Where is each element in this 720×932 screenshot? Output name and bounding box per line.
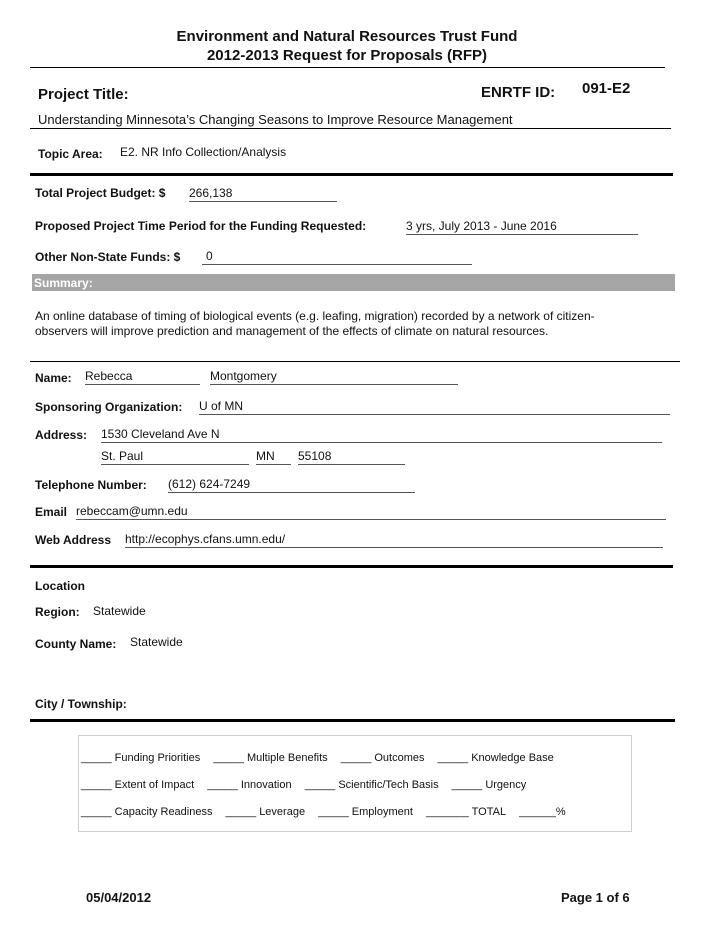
thick-divider: [30, 173, 673, 176]
telephone-label: Telephone Number:: [35, 478, 147, 492]
last-name-value: Montgomery: [210, 369, 458, 385]
first-name-value: Rebecca: [85, 369, 200, 385]
footer-page-number: Page 1 of 6: [561, 890, 630, 905]
divider: [30, 128, 671, 129]
enrtf-id-label: ENRTF ID:: [481, 84, 556, 101]
scoring-row-3: [79, 806, 576, 818]
telephone-value: (612) 624-7249: [168, 477, 415, 493]
score-percent: ______%: [519, 806, 566, 818]
county-name-value: Statewide: [130, 635, 183, 649]
summary-header-bar: [32, 274, 675, 291]
score-capacity-readiness: _____ Capacity Readiness: [81, 806, 213, 818]
form-heading-line2: 2012-2013 Request for Proposals (RFP): [206, 47, 488, 64]
state-value: MN: [256, 449, 291, 465]
email-value: rebeccam@umn.edu: [76, 504, 666, 520]
non-state-funds-value: 0: [202, 249, 472, 265]
city-township-label: City / Township:: [35, 697, 127, 711]
score-leverage: _____ Leverage: [225, 806, 306, 818]
project-title-value: Understanding Minnesota’s Changing Seasons to Improve Resource Management: [38, 112, 513, 127]
time-period-label: Proposed Project Time Period for the Funding Requested:: [35, 219, 367, 233]
scoring-row-1: [79, 752, 564, 764]
form-heading-line1: Environment and Natural Resources Trust Fund: [176, 28, 518, 45]
thick-divider: [30, 719, 675, 722]
topic-area-label: Topic Area:: [38, 147, 103, 161]
project-title-label: Project Title:: [38, 86, 129, 103]
zip-value: 55108: [298, 449, 405, 465]
enrtf-id-value: 091-E2: [582, 80, 631, 97]
sponsoring-org-label: Sponsoring Organization:: [35, 400, 183, 414]
score-scientific-tech-basis: _____ Scientific/Tech Basis: [304, 779, 439, 791]
score-extent-of-impact: _____ Extent of Impact: [81, 779, 195, 791]
score-funding-priorities: _____ Funding Priorities: [81, 752, 201, 764]
topic-area-value: E2. NR Info Collection/Analysis: [120, 145, 287, 159]
address-label: Address:: [35, 428, 88, 442]
score-total: _______ TOTAL: [425, 806, 507, 818]
region-label: Region:: [35, 605, 80, 619]
email-label: Email: [35, 505, 68, 519]
footer-date: 05/04/2012: [86, 890, 152, 905]
total-budget-value: 266,138: [189, 186, 337, 202]
non-state-funds-label: Other Non-State Funds: $: [35, 250, 181, 264]
score-knowledge-base: _____ Knowledge Base: [437, 752, 554, 764]
score-urgency: _____ Urgency: [451, 779, 527, 791]
sponsoring-org-value: U of MN: [199, 399, 670, 415]
thick-divider: [30, 565, 673, 568]
web-address-value: http://ecophys.cfans.umn.edu/: [125, 532, 663, 548]
name-label: Name:: [35, 371, 72, 385]
scoring-row-2: [79, 779, 536, 791]
city-value: St. Paul: [101, 449, 249, 465]
divider: [30, 361, 680, 362]
summary-line-1: An online database of timing of biological events (e.g. leafing, migration) recorded by a network of citizen-: [35, 309, 595, 323]
summary-label: Summary:: [34, 276, 93, 290]
total-budget-label: Total Project Budget: $: [35, 186, 166, 200]
time-period-value: 3 yrs, July 2013 - June 2016: [406, 219, 638, 235]
score-employment: _____ Employment: [318, 806, 413, 818]
street-value: 1530 Cleveland Ave N: [101, 427, 662, 443]
web-address-label: Web Address: [35, 533, 112, 547]
summary-line-2: observers will improve prediction and management of the effects of climate on natural resources.: [35, 324, 549, 338]
scoring-box: [78, 735, 632, 832]
region-value: Statewide: [93, 604, 146, 618]
county-name-label: County Name:: [35, 637, 117, 651]
score-innovation: _____ Innovation: [207, 779, 292, 791]
divider: [30, 67, 665, 68]
score-outcomes: _____ Outcomes: [340, 752, 425, 764]
score-multiple-benefits: _____ Multiple Benefits: [213, 752, 328, 764]
location-heading: Location: [35, 579, 85, 593]
